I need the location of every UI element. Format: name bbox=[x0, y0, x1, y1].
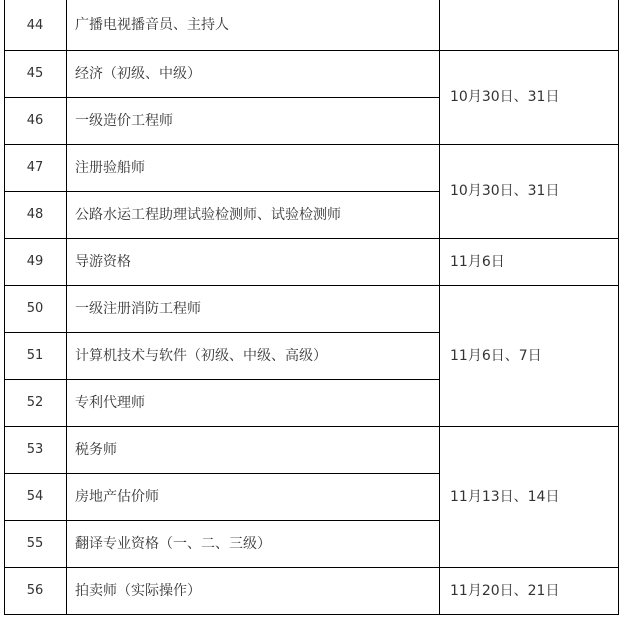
exam-name: 专利代理师 bbox=[75, 394, 145, 411]
row-number: 52 bbox=[26, 395, 44, 410]
exam-name: 翻译专业资格（一、二、三级） bbox=[75, 535, 271, 552]
row-number: 50 bbox=[26, 301, 44, 316]
row-number: 49 bbox=[26, 254, 44, 269]
column-border bbox=[66, 0, 67, 615]
date-group-border bbox=[439, 285, 619, 286]
exam-name: 经济（初级、中级） bbox=[75, 65, 201, 82]
row-border bbox=[4, 379, 440, 380]
exam-name: 公路水运工程助理试验检测师、试验检测师 bbox=[75, 206, 341, 223]
exam-name: 广播电视播音员、主持人 bbox=[75, 17, 229, 33]
date-group-border bbox=[439, 144, 619, 145]
date-group-border bbox=[439, 50, 619, 51]
column-border bbox=[618, 0, 619, 615]
row-number: 54 bbox=[26, 489, 44, 504]
exam-date: 11月6日、7日 bbox=[450, 347, 542, 364]
exam-name: 房地产估价师 bbox=[75, 488, 159, 505]
date-group-border bbox=[439, 567, 619, 568]
row-border bbox=[4, 520, 440, 521]
row-number: 46 bbox=[26, 113, 44, 128]
date-group-border bbox=[439, 614, 619, 615]
exam-name: 一级造价工程师 bbox=[75, 112, 173, 129]
row-number: 51 bbox=[26, 348, 44, 363]
exam-date: 11月6日 bbox=[450, 253, 505, 270]
row-border bbox=[4, 191, 440, 192]
column-border bbox=[4, 0, 5, 615]
exam-date bbox=[439, 0, 618, 50]
row-number: 55 bbox=[26, 536, 44, 551]
row-border bbox=[4, 332, 440, 333]
row-number: 53 bbox=[26, 442, 44, 457]
row-number: 56 bbox=[26, 583, 44, 598]
exam-date: 11月20日、21日 bbox=[450, 582, 560, 599]
row-border bbox=[4, 97, 440, 98]
row-number: 45 bbox=[26, 66, 44, 81]
row-border bbox=[4, 238, 440, 239]
exam-date: 10月30日、31日 bbox=[450, 183, 560, 199]
row-border bbox=[4, 567, 440, 568]
row-number: 48 bbox=[26, 207, 44, 222]
exam-name: 税务师 bbox=[75, 441, 117, 458]
date-group-border bbox=[439, 426, 619, 427]
row-border bbox=[4, 614, 440, 615]
exam-name: 注册验船师 bbox=[75, 159, 145, 176]
row-border bbox=[4, 285, 440, 286]
exam-name: 计算机技术与软件（初级、中级、高级） bbox=[75, 347, 327, 364]
exam-name: 拍卖师（实际操作） bbox=[75, 582, 201, 599]
exam-date: 10月30日、31日 bbox=[450, 89, 560, 105]
row-border bbox=[4, 50, 440, 51]
date-group-border bbox=[439, 238, 619, 239]
row-number: 47 bbox=[26, 160, 44, 175]
exam-name: 一级注册消防工程师 bbox=[75, 300, 201, 317]
row-border bbox=[4, 473, 440, 474]
row-border bbox=[4, 144, 440, 145]
row-number: 44 bbox=[26, 17, 44, 33]
exam-date: 11月13日、14日 bbox=[450, 488, 560, 505]
column-border bbox=[439, 0, 440, 615]
exam-name: 导游资格 bbox=[75, 253, 131, 270]
row-border bbox=[4, 426, 440, 427]
